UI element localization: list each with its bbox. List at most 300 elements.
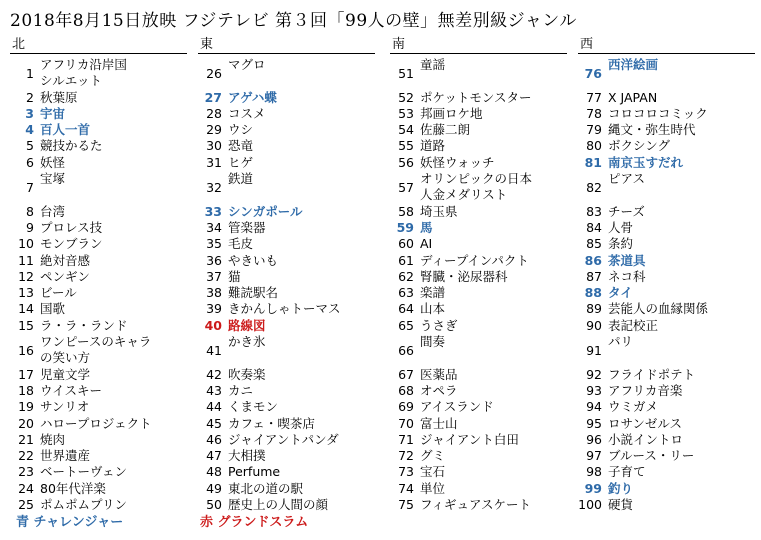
genre-row — [10, 448, 187, 464]
genre-row — [198, 285, 375, 301]
genre-label — [40, 334, 151, 367]
genre-number: 11 — [18, 252, 34, 268]
genre-label — [228, 481, 303, 497]
genre-label-line: 楽譜 — [420, 285, 446, 301]
genre-number: 53 — [398, 105, 414, 121]
genre-row — [10, 399, 187, 415]
genre-number: 63 — [398, 285, 414, 301]
genre-label-line: フィギュアスケート — [420, 497, 532, 513]
genre-label — [420, 269, 508, 285]
genre-label — [608, 204, 645, 220]
genre-number: 75 — [398, 497, 414, 513]
genre-number: 5 — [26, 138, 34, 154]
genre-number: 68 — [398, 382, 414, 398]
genre-label — [420, 497, 531, 513]
page-title: 2018年8月15日放映 フジテレビ 第３回「99人の壁」無差別級ジャンル — [10, 11, 577, 31]
genre-number: 34 — [206, 219, 222, 235]
genre-label — [608, 399, 658, 415]
genre-row — [390, 301, 567, 317]
genre-label-line: 子育て — [608, 464, 646, 480]
genre-row — [578, 334, 755, 367]
genre-row — [10, 269, 187, 285]
genre-label — [228, 334, 266, 367]
genre-row — [10, 138, 187, 154]
genre-row — [390, 367, 567, 383]
genre-row — [198, 269, 375, 285]
genre-number: 23 — [18, 464, 34, 480]
genre-label — [608, 236, 633, 252]
genre-row — [578, 155, 755, 171]
genre-label — [40, 383, 102, 399]
genre-row — [10, 90, 187, 106]
genre-label — [228, 383, 253, 399]
genre-row — [10, 155, 187, 171]
genre-label — [40, 367, 90, 383]
genre-number: 90 — [586, 317, 602, 333]
genre-label — [420, 481, 445, 497]
genre-label — [40, 285, 77, 301]
genre-number: 14 — [18, 301, 34, 317]
genre-label-line: 人骨 — [608, 219, 634, 235]
genre-row — [10, 416, 187, 432]
genre-label-line: 歴史上の人間の顔 — [228, 497, 329, 513]
genre-label — [40, 269, 90, 285]
genre-label-line: 鉄道 — [228, 171, 254, 187]
genre-label-line: コスメ — [228, 105, 266, 121]
genre-number: 78 — [586, 105, 602, 121]
genre-number: 8 — [26, 203, 34, 219]
genre-label-line: 競技かるた — [40, 138, 103, 154]
genre-row — [10, 253, 187, 269]
genre-number: 16 — [18, 342, 34, 358]
genre-label-line: アゲハ蝶 — [228, 89, 277, 105]
genre-label-line: 道路 — [420, 138, 446, 154]
genre-label-line: カニ — [228, 382, 254, 398]
genre-label-line: 百人一首 — [40, 122, 91, 138]
genre-number: 56 — [398, 154, 414, 170]
genre-label-line: ポムポムプリン — [40, 497, 128, 513]
genre-row — [10, 204, 187, 220]
genre-row — [198, 301, 375, 317]
genre-row — [198, 138, 375, 154]
genre-label-line: ブルース・リー — [608, 448, 695, 464]
genre-label — [40, 106, 65, 122]
genre-row — [578, 285, 755, 301]
genre-list-west — [578, 57, 755, 513]
genre-label — [40, 171, 65, 204]
genre-label-line: パリ — [608, 334, 634, 350]
genre-row — [578, 236, 755, 252]
genre-label — [228, 57, 266, 90]
column-south — [390, 37, 567, 513]
genre-row — [10, 481, 187, 497]
genre-label — [228, 448, 266, 464]
genre-label — [420, 367, 458, 383]
genre-row — [198, 481, 375, 497]
genre-label-line: ジャイアント白田 — [420, 431, 519, 447]
genre-number: 44 — [206, 399, 222, 415]
genre-label-line: 路線図 — [228, 317, 266, 333]
genre-row — [578, 253, 755, 269]
genre-number: 81 — [584, 154, 602, 170]
genre-number: 73 — [398, 464, 414, 480]
genre-label — [608, 285, 633, 301]
genre-number: 15 — [18, 317, 34, 333]
genre-row — [198, 399, 375, 415]
genre-number: 66 — [398, 342, 414, 358]
genre-number: 89 — [586, 301, 602, 317]
genre-label — [228, 90, 277, 106]
genre-number: 26 — [206, 65, 222, 81]
genre-row — [578, 367, 755, 383]
genre-label-line: ボクシング — [608, 138, 670, 154]
genre-label — [608, 497, 633, 513]
genre-label-line: 表記校正 — [608, 317, 659, 333]
genre-number: 38 — [206, 285, 222, 301]
genre-number: 43 — [206, 382, 222, 398]
genre-label-line: 童謡 — [420, 57, 446, 72]
genre-label-line: ジャイアントパンダ — [228, 431, 339, 447]
genre-row — [198, 236, 375, 252]
genre-number: 51 — [398, 65, 414, 81]
genre-number: 65 — [398, 317, 414, 333]
genre-label-line: 難読駅名 — [228, 285, 279, 301]
genre-number: 41 — [206, 342, 222, 358]
genre-number: 91 — [586, 342, 602, 358]
genre-row — [578, 90, 755, 106]
genre-label — [608, 432, 683, 448]
genre-number: 48 — [206, 464, 222, 480]
genre-row — [390, 448, 567, 464]
genre-row — [10, 57, 187, 90]
genre-label-line: サンリオ — [40, 399, 90, 415]
genre-label-line: 世界遺産 — [40, 448, 91, 464]
genre-label — [420, 334, 445, 367]
genre-label-line: 腎臓・泌尿器科 — [420, 268, 508, 284]
genre-row — [390, 269, 567, 285]
genre-row — [198, 220, 375, 236]
genre-number: 87 — [586, 268, 602, 284]
genre-row — [10, 432, 187, 448]
genre-label — [420, 432, 519, 448]
genre-row — [198, 155, 375, 171]
genre-label-line: うさぎ — [420, 317, 458, 333]
column-header-north: 北 — [10, 37, 187, 54]
genre-label — [608, 253, 646, 269]
genre-row — [390, 399, 567, 415]
genre-row — [578, 122, 755, 138]
genre-label — [228, 399, 278, 415]
genre-row — [10, 122, 187, 138]
genre-row — [578, 416, 755, 432]
genre-label — [420, 155, 495, 171]
genre-number: 20 — [18, 415, 34, 431]
genre-number: 18 — [18, 382, 34, 398]
genre-label-line: 宇宙 — [40, 105, 66, 121]
genre-label — [608, 318, 658, 334]
genre-label — [40, 464, 127, 480]
genre-label-line: 条約 — [608, 236, 634, 252]
genre-row — [198, 448, 375, 464]
genre-row — [578, 318, 755, 334]
genre-label — [228, 269, 241, 285]
genre-number: 69 — [398, 399, 414, 415]
genre-number: 19 — [18, 399, 34, 415]
genre-label-line: 医薬品 — [420, 366, 458, 382]
genre-label-line: ピアス — [608, 171, 646, 187]
genre-number: 86 — [584, 252, 602, 268]
genre-number: 85 — [586, 236, 602, 252]
genre-label — [40, 155, 65, 171]
genre-label — [420, 464, 445, 480]
genre-label — [608, 90, 657, 106]
genre-number: 9 — [26, 219, 34, 235]
genre-label — [228, 285, 278, 301]
genre-row — [390, 416, 567, 432]
genre-number: 54 — [398, 122, 414, 138]
genre-row — [390, 334, 567, 367]
genre-label — [608, 122, 696, 138]
genre-label-line: 吹奏楽 — [228, 366, 266, 382]
genre-number: 76 — [584, 65, 602, 81]
genre-number: 50 — [206, 497, 222, 513]
genre-number: 2 — [26, 89, 34, 105]
genre-label — [608, 138, 670, 154]
genre-label-line: タイ — [608, 285, 633, 301]
genre-label — [608, 383, 682, 399]
genre-label-line: ハロープロジェクト — [40, 415, 152, 431]
genre-label-line: ポケットモンスター — [420, 89, 532, 105]
genre-number: 79 — [586, 122, 602, 138]
genre-row — [578, 481, 755, 497]
genre-label-line: 邦画ロケ地 — [420, 105, 483, 121]
genre-label-line: ヒゲ — [228, 154, 254, 170]
genre-label-line: Perfume — [228, 464, 281, 480]
genre-label — [228, 138, 253, 154]
genre-row — [198, 57, 375, 90]
genre-label — [608, 481, 633, 497]
genre-label — [228, 464, 280, 480]
genre-label-line: ビール — [40, 285, 77, 301]
genre-number: 95 — [586, 415, 602, 431]
genre-row — [578, 301, 755, 317]
genre-number: 37 — [206, 268, 222, 284]
genre-number: 52 — [398, 89, 414, 105]
genre-label — [40, 481, 106, 497]
genre-label — [228, 122, 253, 138]
genre-label-line: モンブラン — [40, 236, 103, 252]
genre-label — [420, 90, 532, 106]
genre-number: 24 — [18, 480, 34, 496]
genre-row — [198, 334, 375, 367]
genre-row — [10, 367, 187, 383]
genre-label-line: きかんしゃトーマス — [228, 301, 341, 317]
genre-label-line: 妖怪 — [40, 154, 66, 170]
genre-label — [40, 399, 89, 415]
genre-row — [198, 416, 375, 432]
genre-list-north — [10, 57, 187, 513]
genre-label-line: グミ — [420, 448, 446, 464]
genre-row — [10, 220, 187, 236]
genre-label-line: ロサンゼルス — [608, 415, 683, 431]
genre-number: 10 — [18, 236, 34, 252]
genre-row — [390, 220, 567, 236]
genre-number: 82 — [586, 179, 602, 195]
genre-label-line: 妖怪ウォッチ — [420, 154, 495, 170]
genre-row — [578, 138, 755, 154]
genre-number: 93 — [586, 382, 602, 398]
genre-label-line: ディープインパクト — [420, 252, 529, 268]
genre-label-line: 富士山 — [420, 415, 458, 431]
genre-label-line: 80年代洋楽 — [40, 480, 106, 496]
genre-number: 60 — [398, 236, 414, 252]
genre-row — [198, 318, 375, 334]
genre-row — [390, 90, 567, 106]
genre-label — [40, 448, 90, 464]
genre-label — [608, 416, 682, 432]
genre-label-line: 台湾 — [40, 203, 66, 219]
genre-row — [198, 383, 375, 399]
genre-number: 58 — [398, 203, 414, 219]
genre-label — [40, 253, 90, 269]
genre-number: 96 — [586, 431, 602, 447]
genre-row — [10, 383, 187, 399]
genre-number: 99 — [584, 480, 602, 496]
genre-label-line: 縄文・弥生時代 — [608, 122, 696, 138]
genre-row — [198, 171, 375, 204]
genre-label — [40, 432, 65, 448]
column-east — [198, 37, 375, 513]
genre-row — [578, 269, 755, 285]
genre-label — [420, 253, 529, 269]
genre-label — [40, 57, 127, 90]
genre-label-line: 猫 — [228, 268, 241, 284]
genre-row — [578, 464, 755, 480]
genre-number: 21 — [18, 431, 34, 447]
genre-number: 97 — [586, 448, 602, 464]
genre-label-line: AI — [420, 236, 433, 252]
genre-row — [10, 301, 187, 317]
genre-label — [228, 416, 315, 432]
genre-label-line: 国歌 — [40, 301, 66, 317]
genre-row — [198, 253, 375, 269]
column-header-west: 西 — [578, 37, 755, 54]
genre-label-line: 単位 — [420, 480, 446, 496]
genre-row — [578, 57, 755, 90]
genre-label — [40, 236, 103, 252]
genre-row — [578, 448, 755, 464]
genre-row — [578, 106, 755, 122]
genre-row — [390, 204, 567, 220]
genre-label-line: 埼玉県 — [420, 203, 458, 219]
genre-label-line: コロコロコミック — [608, 105, 708, 121]
genre-label — [228, 220, 266, 236]
genre-label — [608, 106, 708, 122]
genre-row — [390, 432, 567, 448]
genre-row — [578, 399, 755, 415]
genre-label — [420, 122, 470, 138]
genre-label — [420, 57, 445, 90]
genre-number: 71 — [398, 431, 414, 447]
genre-list-east — [198, 57, 375, 513]
genre-number: 6 — [26, 154, 34, 170]
genre-number: 70 — [398, 415, 414, 431]
genre-row — [390, 171, 567, 204]
genre-number: 22 — [18, 448, 34, 464]
genre-label-line: ペンギン — [40, 268, 90, 284]
genre-row — [10, 334, 187, 367]
genre-label — [228, 204, 302, 220]
genre-label-line: ネコ科 — [608, 268, 646, 284]
genre-number: 30 — [206, 138, 222, 154]
genre-number: 45 — [206, 415, 222, 431]
genre-number: 31 — [206, 154, 222, 170]
genre-label-line: 芸能人の血縁関係 — [608, 301, 709, 317]
genre-number: 100 — [578, 497, 602, 513]
genre-label — [608, 269, 646, 285]
genre-row — [578, 171, 755, 204]
genre-row — [10, 236, 187, 252]
genre-row — [390, 122, 567, 138]
genre-label-line: 西洋絵画 — [608, 57, 659, 72]
genre-label — [420, 171, 532, 204]
genre-number: 61 — [398, 252, 414, 268]
genre-label — [420, 220, 433, 236]
genre-label-line: チーズ — [608, 203, 645, 219]
genre-number: 72 — [398, 448, 414, 464]
genre-label — [40, 416, 152, 432]
legend-challenger: 青 チャレンジャー — [16, 515, 124, 530]
genre-label-line: ウシ — [228, 122, 254, 138]
genre-number: 88 — [584, 285, 602, 301]
genre-label — [228, 301, 341, 317]
genre-label — [608, 57, 658, 90]
genre-label — [608, 301, 708, 317]
genre-label-line: オペラ — [420, 382, 458, 398]
genre-row — [10, 318, 187, 334]
genre-row — [390, 285, 567, 301]
genre-label — [420, 318, 458, 334]
column-west — [578, 37, 755, 513]
genre-label — [40, 318, 128, 334]
genre-label — [420, 236, 432, 252]
genre-label-line: 釣り — [608, 480, 634, 496]
genre-number: 84 — [586, 219, 602, 235]
genre-label — [420, 448, 445, 464]
genre-number: 57 — [398, 179, 414, 195]
genre-number: 92 — [586, 366, 602, 382]
genre-label-line: 恐竜 — [228, 138, 254, 154]
genre-row — [578, 220, 755, 236]
genre-label-line: オリンピックの日本 — [420, 171, 533, 187]
genre-number: 1 — [26, 65, 34, 81]
genre-label — [228, 367, 266, 383]
genre-label — [420, 106, 483, 122]
genre-row — [198, 122, 375, 138]
genre-label-line: 大相撲 — [228, 448, 266, 464]
genre-label — [420, 285, 445, 301]
genre-row — [10, 106, 187, 122]
genre-number: 67 — [398, 366, 414, 382]
genre-row — [10, 464, 187, 480]
genre-number: 12 — [18, 268, 34, 284]
genre-label — [420, 399, 494, 415]
genre-label — [608, 155, 683, 171]
genre-label-line: X JAPAN — [608, 89, 658, 105]
genre-row — [390, 155, 567, 171]
genre-label-line: 管楽器 — [228, 219, 266, 235]
genre-label-line: 毛皮 — [228, 236, 254, 252]
